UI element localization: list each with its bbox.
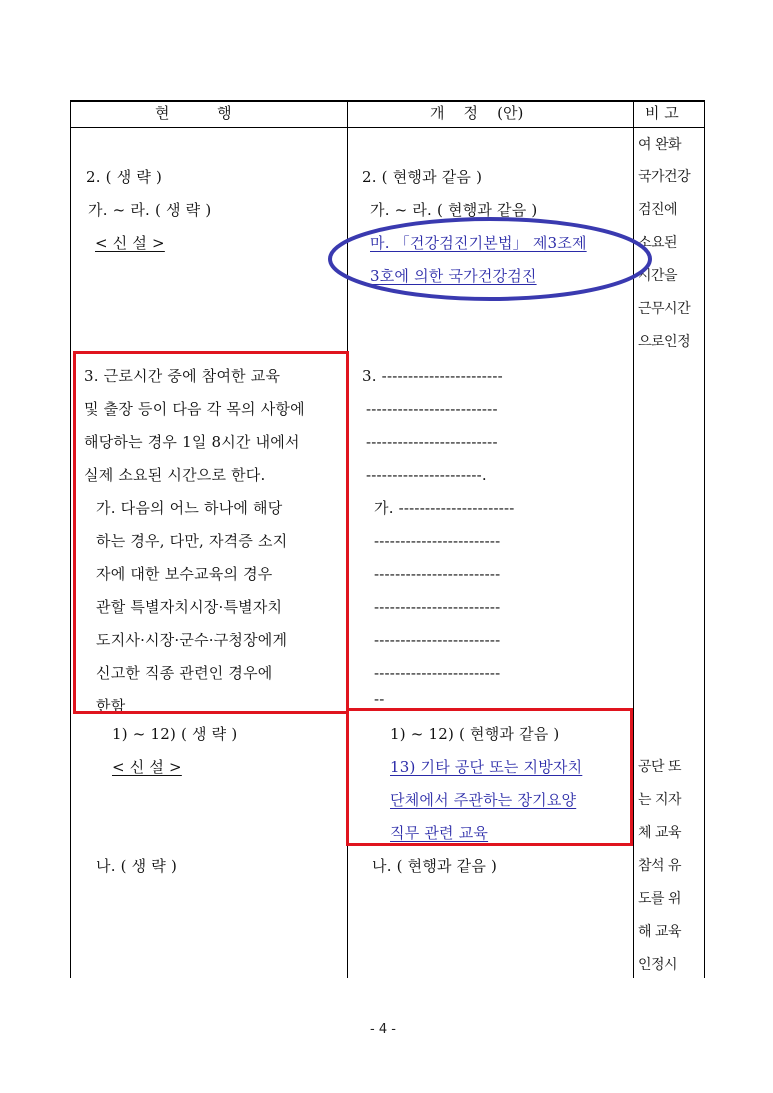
note-line: 여 완화 — [638, 137, 682, 153]
revision-new-item-13: 직무 관련 교육 — [390, 824, 489, 842]
table-right-border — [704, 100, 705, 978]
note-line: 으로인정 — [638, 334, 691, 350]
revision-items-ga-ra: 가. ~ 라. ( 현행과 같음 ) — [370, 201, 538, 219]
note-line: 해 교육 — [638, 924, 682, 940]
current-item-3-line: 신고한 직종 관련인 경우에 — [96, 664, 273, 682]
current-item-3-line: 및 출장 등이 다음 각 목의 사항에 — [84, 400, 305, 418]
header-current: 현 행 — [155, 104, 232, 122]
note-line: 소요된 — [638, 235, 678, 251]
current-item-3-line: 도지사·시장·군수·구청장에게 — [96, 631, 288, 649]
current-items-1-12: 1) ~ 12) ( 생 략 ) — [112, 725, 238, 743]
current-item-3-line: 자에 대한 보수교육의 경우 — [96, 565, 273, 583]
revision-item-3-line: 3. ----------------------- — [362, 367, 503, 385]
revision-item-3-line: ------------------------ — [374, 631, 501, 649]
note-line: 참석 유 — [638, 858, 682, 874]
revision-item-3-line: ------------------------ — [374, 565, 501, 583]
blue-oval-annotation — [326, 214, 654, 304]
revision-item-3-line: -- — [374, 690, 385, 708]
revision-new-item-ma: 3호에 의한 국가건강검진 — [370, 267, 537, 285]
note-line: 검진에 — [638, 202, 678, 218]
revision-item-3-line: ------------------------ — [374, 598, 501, 616]
current-item-3-line: 한함 — [96, 697, 126, 715]
note-line: 국가건강 — [638, 169, 691, 185]
table-left-border — [70, 100, 71, 978]
current-item-3-line: 관할 특별자치시장·특별자치 — [96, 598, 283, 616]
note-line: 시간을 — [638, 268, 678, 284]
current-item-3-line: 해당하는 경우 1일 8시간 내에서 — [84, 433, 300, 451]
table-top-border — [70, 100, 705, 102]
header-revision: 개 정 (안) — [430, 104, 524, 122]
revision-item-2: 2. ( 현행과 같음 ) — [362, 168, 483, 186]
current-item-3-line: 가. 다음의 어느 하나에 해당 — [96, 499, 283, 517]
current-item-3-line: 하는 경우, 다만, 자격증 소지 — [96, 532, 288, 550]
revision-item-3-line: ------------------------ — [374, 664, 501, 682]
revision-items-1-12: 1) ~ 12) ( 현행과 같음 ) — [390, 725, 560, 743]
revision-item-3-line: ----------------------. — [366, 466, 487, 484]
note-line: 인정시 — [638, 957, 678, 973]
note-line: 근무시간 — [638, 301, 691, 317]
current-item-na: 나. ( 생 략 ) — [96, 857, 178, 875]
revision-item-3-line: ------------------------- — [366, 433, 498, 451]
current-item-2: 2. ( 생 략 ) — [86, 168, 163, 186]
header-note: 비 고 — [645, 104, 679, 122]
red-box-annotation-revision — [346, 708, 633, 846]
revision-new-item-13: 단체에서 주관하는 장기요양 — [390, 791, 577, 809]
header-bottom-border — [70, 127, 705, 128]
revision-item-3-line: 가. ---------------------- — [374, 499, 515, 517]
note-line: 도를 위 — [638, 891, 682, 907]
current-items-ga-ra: 가. ~ 라. ( 생 략 ) — [88, 201, 212, 219]
current-new-placeholder-2: < 신 설 > — [112, 758, 182, 776]
revision-new-item-ma: 마. 「건강검진기본법」 제3조제 — [370, 234, 587, 252]
note-line: 공단 또 — [638, 759, 682, 775]
revision-item-na: 나. ( 현행과 같음 ) — [372, 857, 498, 875]
note-line: 는 지자 — [638, 792, 682, 808]
red-box-annotation-current — [73, 351, 349, 714]
page-number: - 4 - — [370, 1022, 396, 1037]
current-new-placeholder-1: < 신 설 > — [95, 234, 165, 252]
current-item-3-line: 3. 근로시간 중에 참여한 교육 — [84, 367, 281, 385]
current-item-3-line: 실제 소요된 시간으로 한다. — [84, 466, 266, 484]
revision-item-3-line: ------------------------ — [374, 532, 501, 550]
revision-new-item-13: 13) 기타 공단 또는 지방자치 — [390, 758, 583, 776]
revision-item-3-line: ------------------------- — [366, 400, 498, 418]
note-line: 체 교육 — [638, 825, 682, 841]
